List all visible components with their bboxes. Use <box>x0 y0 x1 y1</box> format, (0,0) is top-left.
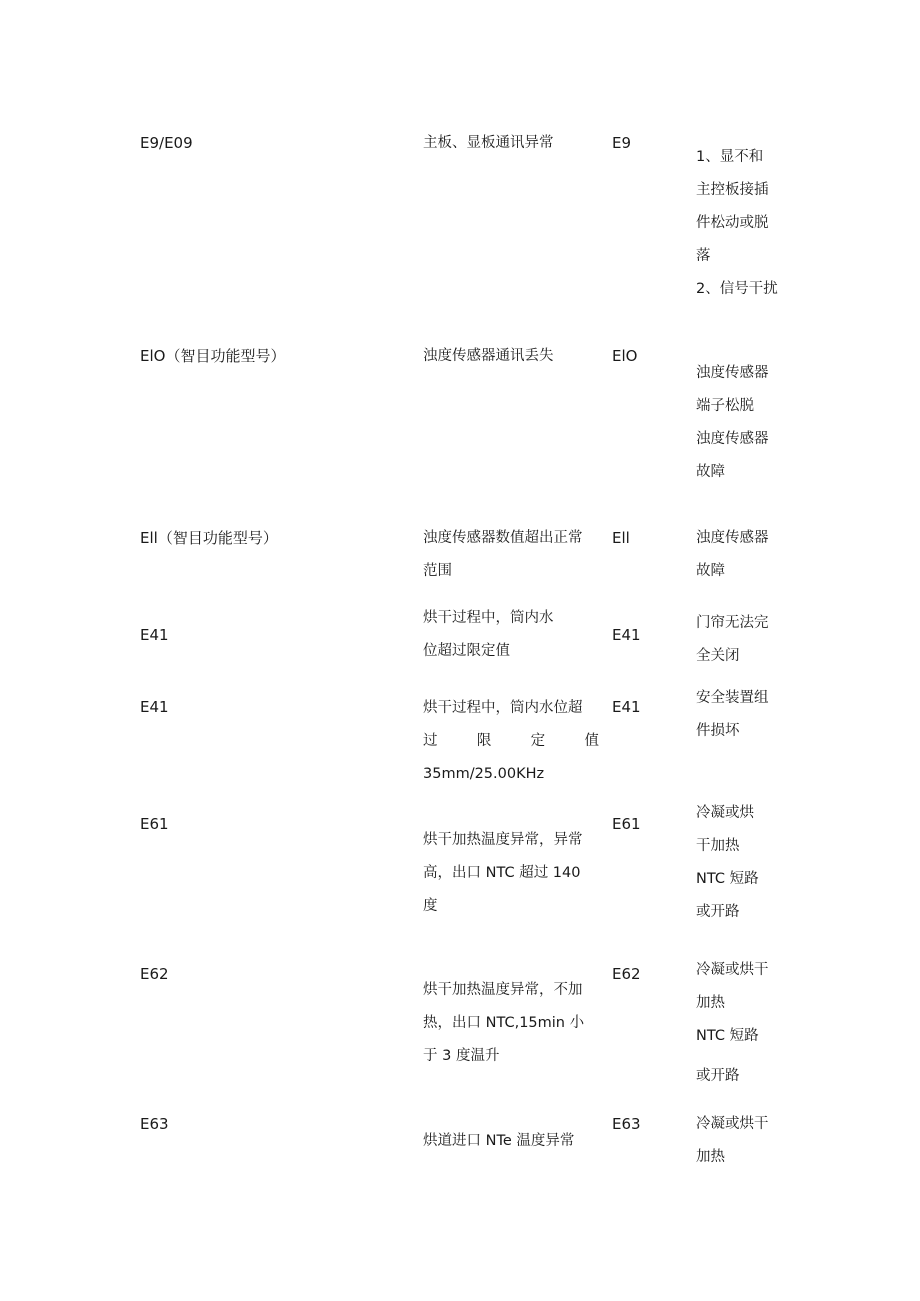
description-line: 浊度传感器通讯丢失 <box>423 348 554 364</box>
cause-line: 1、显不和 <box>696 149 764 165</box>
cause-line: 2、信号干扰 <box>696 281 778 297</box>
error-description <box>423 1125 574 1158</box>
cause-line: 门帘无法完 <box>696 615 769 631</box>
description-line: 35mm∕25.00KHz <box>423 766 545 782</box>
description-line: 烘干加热温度异常，不加 <box>423 982 583 998</box>
cause-line: 或开路 <box>696 1068 740 1084</box>
error-description <box>423 340 554 373</box>
cause-line: 或开路 <box>696 904 740 920</box>
cause-line: 干加热 <box>696 838 740 854</box>
description-line: 浊度传感器数值超出正常 <box>423 530 583 546</box>
description-char: 过 <box>423 733 438 749</box>
error-description <box>423 602 554 668</box>
cause-line: 冷凝或烘 <box>696 805 754 821</box>
error-description <box>423 692 599 791</box>
display-code: E41 <box>612 698 641 716</box>
error-cause <box>696 954 769 1093</box>
cause-line: 安全装置组 <box>696 690 769 706</box>
cause-line: 加热 <box>696 1149 725 1165</box>
description-char: 值 <box>584 733 599 749</box>
cause-line: 端子松脱 <box>696 398 754 414</box>
error-cause <box>696 522 769 588</box>
display-code: E63 <box>612 1115 641 1133</box>
error-cause <box>696 607 769 673</box>
display-code: E61 <box>612 815 641 833</box>
description-line: 高，出口 NTC 超过 140 <box>423 865 581 881</box>
display-code: E41 <box>612 626 641 644</box>
error-cause <box>696 682 769 748</box>
cause-line: 浊度传感器 <box>696 530 769 546</box>
cause-line: 落 <box>696 248 711 264</box>
cause-line: NTC 短路 <box>696 871 759 887</box>
description-line: 度 <box>423 898 438 914</box>
error-description <box>423 127 554 160</box>
error-code: E41 <box>140 626 169 644</box>
cause-line: 冷凝或烘干 <box>696 1116 769 1132</box>
cause-line: 浊度传感器 <box>696 365 769 381</box>
error-cause <box>696 1108 769 1174</box>
error-code: Ell（智目功能型号） <box>140 529 278 547</box>
description-line: 烘干加热温度异常，异常 <box>423 832 583 848</box>
error-code: E62 <box>140 965 169 983</box>
error-description <box>423 974 584 1073</box>
description-line: 烘干过程中，筒内水位超 <box>423 700 583 716</box>
cause-line: 全关闭 <box>696 648 740 664</box>
cause-line: 加热 <box>696 995 725 1011</box>
description-char: 定 <box>530 733 546 749</box>
description-char: 限 <box>476 733 492 749</box>
description-line: 主板、显板通讯异常 <box>423 135 554 151</box>
description-line: 于 3 度温升 <box>423 1048 500 1064</box>
error-cause <box>696 357 769 489</box>
cause-line: 件松动或脱 <box>696 215 769 231</box>
error-description <box>423 824 583 923</box>
display-code: E9 <box>612 134 632 152</box>
error-code: ElO（智目功能型号） <box>140 347 286 365</box>
cause-line: 故障 <box>696 464 725 480</box>
error-description <box>423 522 583 588</box>
display-code: E62 <box>612 965 641 983</box>
description-line <box>423 725 599 758</box>
error-cause <box>696 141 778 306</box>
cause-line: 故障 <box>696 563 725 579</box>
description-line: 烘道进口 NTe 温度异常 <box>423 1133 575 1149</box>
description-line: 热，出口 NTC,15min 小 <box>423 1015 585 1031</box>
cause-line: 主控板接插 <box>696 182 769 198</box>
error-code: E61 <box>140 815 169 833</box>
cause-line: 件损坏 <box>696 723 740 739</box>
cause-line: 浊度传感器 <box>696 431 769 447</box>
display-code: Ell <box>612 529 630 547</box>
cause-line: NTC 短路 <box>696 1028 759 1044</box>
description-line: 烘干过程中，筒内水 <box>423 610 554 626</box>
cause-line: 冷凝或烘干 <box>696 962 769 978</box>
description-line: 范围 <box>423 563 452 579</box>
error-cause <box>696 797 759 929</box>
display-code: ElO <box>612 347 638 365</box>
error-code: E63 <box>140 1115 169 1133</box>
error-code: E41 <box>140 698 169 716</box>
description-line: 位超过限定值 <box>423 643 510 659</box>
error-code: E9∕E09 <box>140 134 193 152</box>
